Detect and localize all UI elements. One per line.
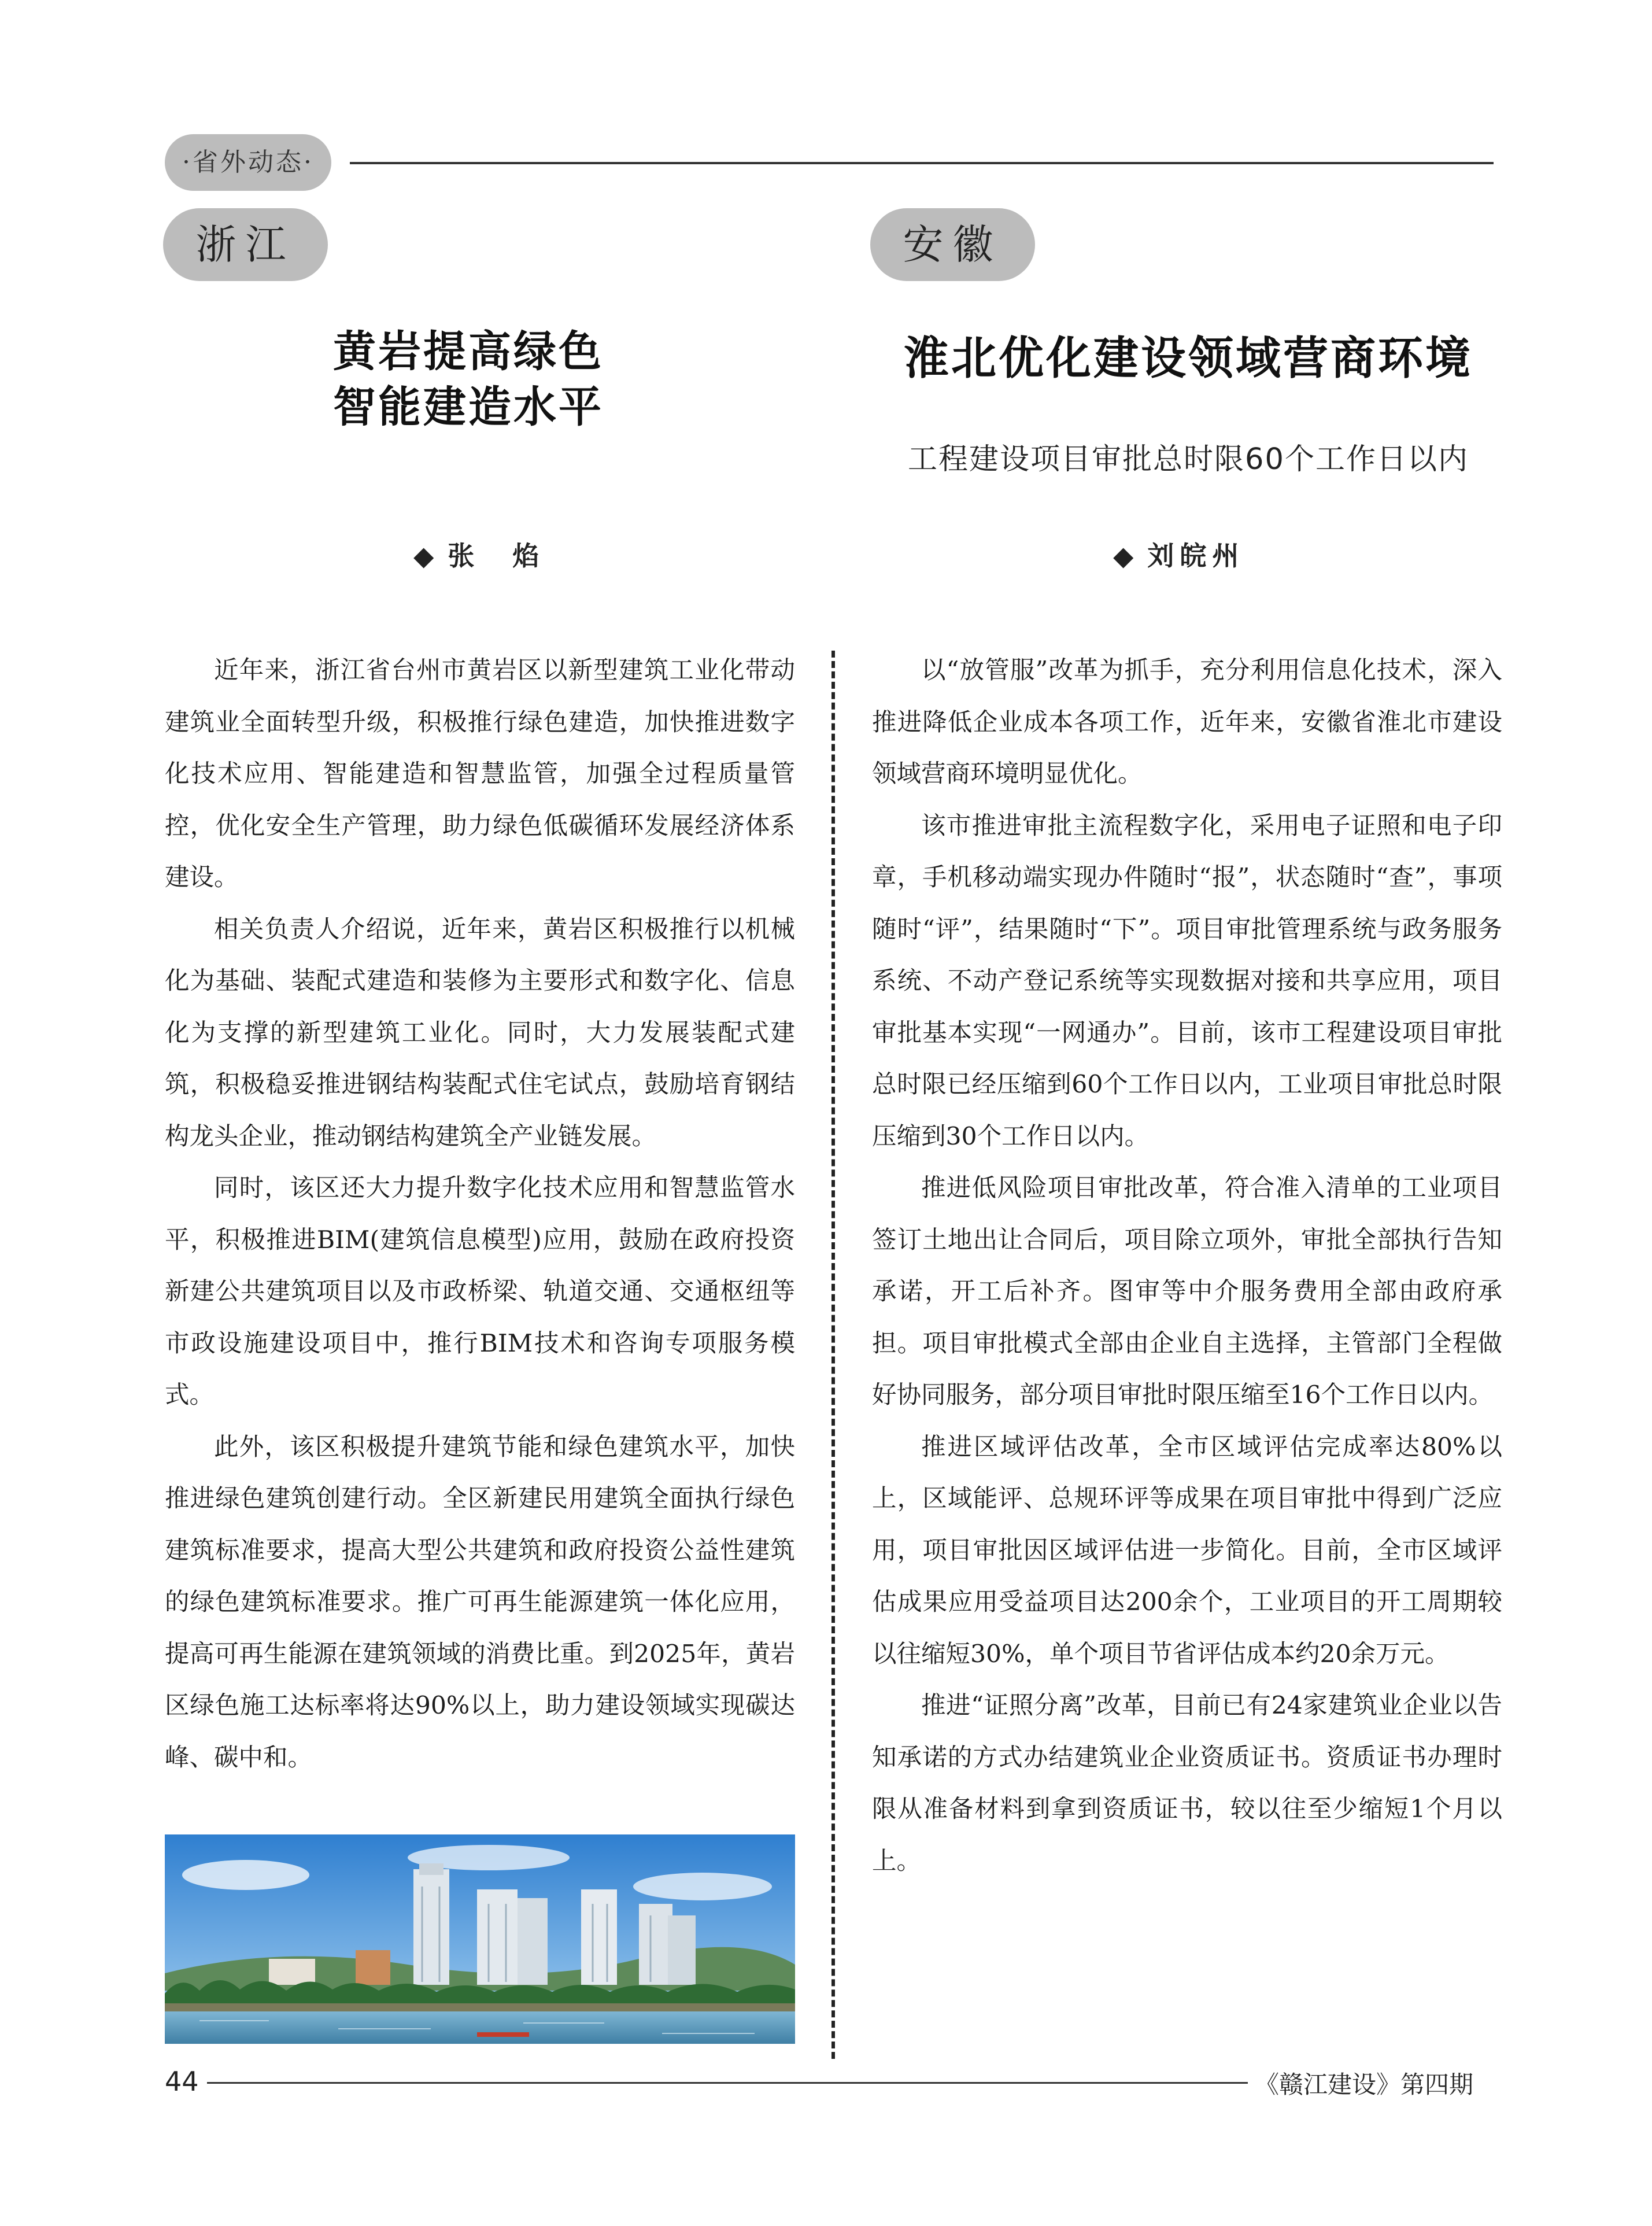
right-author: [1113, 535, 1244, 573]
diamond-icon: ◆: [413, 540, 434, 571]
paragraph: 相关负责人介绍说，近年来，黄岩区积极推行以机械化为基础、装配式建造和装修为主要形式和数字化、信息化为支撑的新型建筑工业化。同时，大力发展装配式建筑，积极稳妥推进钢结构装配式住宅试点，鼓励培育钢结构龙头企业，推动钢结构建筑全产业链发展。: [165, 915, 795, 1151]
right-author-name: 刘皖州: [1147, 540, 1245, 571]
left-article-title: [301, 324, 636, 435]
left-title-line2: 智能建造水平: [333, 382, 604, 433]
footer-rule: [207, 2082, 1248, 2084]
page-number: 44: [165, 2066, 199, 2097]
paragraph: 推进区域评估改革，全市区域评估完成率达80%以上，区域能评、总规环评等成果在项目审批中得到广泛应用，项目审批因区域评估进一步简化。目前，全市区域评估成果应用受益项目达200余个，工业项目的开工周期较以往缩短30%，单个项目节省评估成本约20余万元。: [872, 1433, 1502, 1668]
paragraph: 此外，该区积极提升建筑节能和绿色建筑水平，加快推进绿色建筑创建行动。全区新建民用建筑全面执行绿色建筑标准要求，提高大型公共建筑和政府投资公益性建筑的绿色建筑标准要求。推广可再生能源建筑一体化应用，提高可再生能源在建筑领域的消费比重。到2025年，黄岩区绿色施工达标率将达90%以上，助力建设领域实现碳达峰、碳中和。: [165, 1433, 795, 1772]
diamond-icon: ◆: [1113, 540, 1134, 571]
column-divider: [831, 651, 835, 2059]
right-article-body: [872, 645, 1502, 1887]
left-title-line1: 黄岩提高绿色: [333, 327, 604, 376]
skyline-illustration: [165, 1834, 795, 2044]
right-article-subtitle: 工程建设项目审批总时限60个工作日以内: [908, 442, 1469, 477]
left-author-name: 张 焰: [448, 540, 545, 571]
right-article-title: 淮北优化建设领域营商环境: [903, 333, 1473, 385]
section-tag: ·省外动态·: [165, 134, 331, 191]
paragraph: 同时，该区还大力提升数字化技术应用和智慧监管水平，积极推进BIM(建筑信息模型)应用，鼓励在政府投资新建公共建筑项目以及市政桥梁、轨道交通、交通枢纽等市政设施建设项目中，推行BIM技术和咨询专项服务模式。: [165, 1174, 795, 1409]
paragraph: 推进“证照分离”改革，目前已有24家建筑业企业以告知承诺的方式办结建筑业企业资质证书。资质证书办理时限从准备材料到拿到资质证书，较以往至少缩短1个月以上。: [872, 1692, 1502, 1876]
region-badge-zhejiang: 浙江: [163, 208, 328, 281]
city-skyline-photo: [165, 1834, 795, 2044]
publication-name: 《赣江建设》第四期: [1255, 2070, 1474, 2099]
header-rule: [350, 162, 1494, 164]
paragraph: 近年来，浙江省台州市黄岩区以新型建筑工业化带动建筑业全面转型升级，积极推行绿色建造，加快推进数字化技术应用、智能建造和智慧监管，加强全过程质量管控，优化安全生产管理，助力绿色低碳循环发展经济体系建设。: [165, 656, 795, 892]
left-article-body: [165, 645, 795, 1784]
paragraph: 推进低风险项目审批改革，符合准入清单的工业项目签订土地出让合同后，项目除立项外，审批全部执行告知承诺，开工后补齐。图审等中介服务费用全部由政府承担。项目审批模式全部由企业自主选择，主管部门全程做好协同服务，部分项目审批时限压缩至16个工作日以内。: [872, 1174, 1502, 1409]
paragraph: 该市推进审批主流程数字化，采用电子证照和电子印章，手机移动端实现办件随时“报”，状态随时“查”，事项随时“评”，结果随时“下”。项目审批管理系统与政务服务系统、不动产登记系统等实现数据对接和共享应用，项目审批基本实现“一网通办”。目前，该市工程建设项目审批总时限已经压缩到60个工作日以内，工业项目审批总时限压缩到30个工作日以内。: [872, 811, 1502, 1151]
paragraph: 以“放管服”改革为抓手，充分利用信息化技术，深入推进降低企业成本各项工作，近年来，安徽省淮北市建设领域营商环境明显优化。: [872, 656, 1502, 788]
region-badge-anhui: 安徽: [870, 208, 1035, 281]
left-author: [413, 535, 545, 573]
